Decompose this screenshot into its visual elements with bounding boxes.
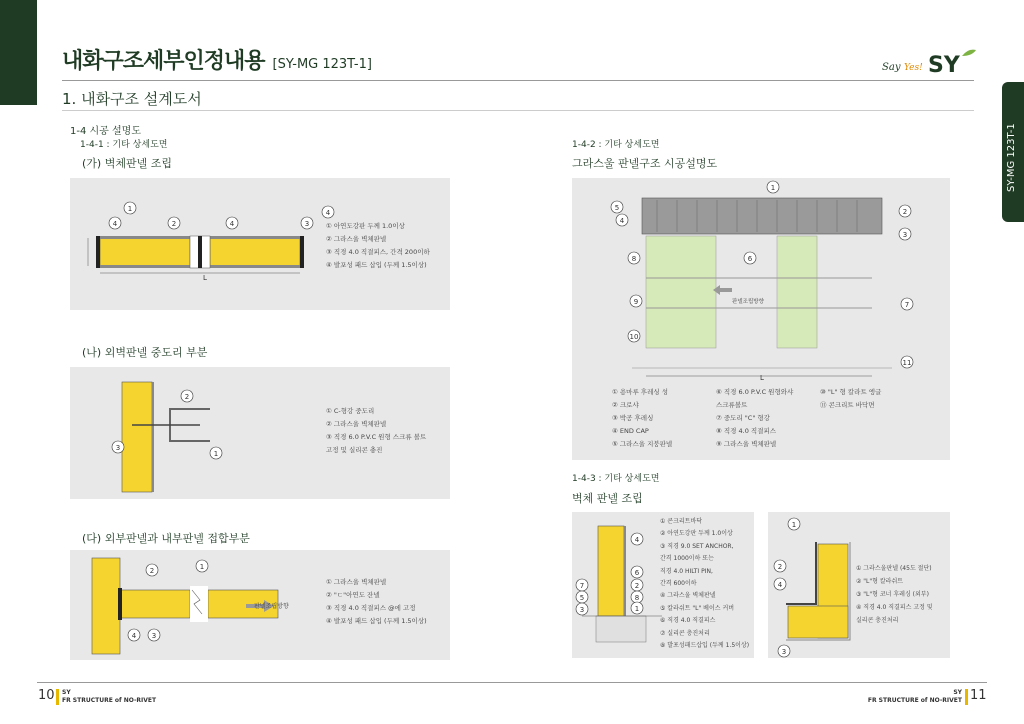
svg-text:8: 8 [634,594,640,602]
svg-text:Yes!: Yes! [904,63,923,73]
svg-text:11: 11 [902,359,912,367]
svg-text:1: 1 [127,205,133,213]
legend-c: ① 그라스울 벽체판넬 ② "ㄷ"아연도 잔넬 ③ 직경 4.0 직결피스 @에 고정 ④ 발포성 패드 삽입 (두께 1.5이상) [326,578,427,625]
caption-a: (가) 벽체판넬 조립 [82,157,172,170]
svg-text:1: 1 [213,450,219,458]
legend-e: ① 콘크리트바닥 ② 아연도강판 두께 1.0이상 ③ 직경 9.0 SET ANCHOR, 간격 1000이하 또는 직경 4.0 HILTI PIN, 간격 600이하 ④ 그라스울 벽체판넬 ⑤ 칼라쉬트 "L" 베이스 커버 ⑥ 직경 4.0 직결피스 ⑦ 실리콘 충진처리 ⑧ 발포성패드삽입 (두께 1.5이상) [660,518,750,650]
svg-text:1: 1 [791,521,797,529]
page-number-left: 10 [38,688,55,703]
legend-d-col3: ⑩ "L" 형 칼라트 엥글 ⑪ 콘크리트 바닥면 [820,388,882,409]
svg-text:7: 7 [904,301,910,309]
footer-accent-right [965,689,968,705]
figure-glasswool-structure [572,178,950,460]
svg-text:1: 1 [770,184,776,192]
arrow-label-d: 판넬조립방향 [732,299,764,305]
svg-text:4: 4 [619,217,625,225]
svg-text:5: 5 [579,594,585,602]
footer-brand-right: SY FR STRUCTURE of NO-RIVET [867,689,962,704]
page-code: [SY-MG 123T-1] [272,57,372,72]
svg-text:SY: SY [928,53,960,78]
svg-text:3: 3 [115,444,121,452]
legend-f: ① 그라스울판넬 (45도 절단) ② "L"형 칼라쉬트 ③ "L"형 코너 후레싱 (외부) ④ 직경 4.0 직결피스 고정 및 실리콘 충진처리 [856,565,933,624]
figure-purlin-section [70,367,450,499]
svg-text:4: 4 [325,209,331,217]
subsection-heading: 1-4 시공 설명도 [70,126,141,137]
svg-text:7: 7 [579,582,585,590]
svg-text:Say: Say [882,62,901,73]
svg-text:3: 3 [304,220,310,228]
detail-heading-right-b: 1-4-3 : 기타 상세도면 [572,474,660,484]
caption-d: 그라스울 판넬구조 시공설명도 [572,157,718,170]
svg-text:3: 3 [151,632,157,640]
svg-text:2: 2 [902,208,908,216]
section-rule [62,110,974,111]
legend-a: ① 아연도강판 두께 1.0이상 ② 그라스울 벽체판넬 ③ 직경 4.0 직결피스, 간격 200이하 ④ 발포성 패드 삽입 (두께 1.5이상) [326,222,430,269]
figure-wall-panel-assembly [70,178,450,310]
svg-text:3: 3 [579,606,585,614]
caption-c: (다) 외부판넬과 내부판넬 접합부분 [82,532,250,545]
corner-block [0,0,37,105]
svg-text:9: 9 [633,298,639,306]
arrow-label-c: 판넬조립방향 [254,603,289,610]
svg-text:2: 2 [149,567,155,575]
svg-text:L: L [203,274,207,282]
svg-text:10: 10 [629,333,639,341]
svg-text:2: 2 [777,563,783,571]
footer-accent-left [56,689,59,705]
svg-text:3: 3 [902,231,908,239]
svg-text:5: 5 [614,204,620,212]
legend-b: ① C-형강 중도리 ② 그라스울 벽체판넬 ③ 직경 6.0 P.V.C 원형 스크류 볼트 고정 및 실리콘 충진 [326,407,427,454]
footer-brand-left: SY FR STRUCTURE of NO-RIVET [62,689,157,704]
svg-text:2: 2 [171,220,177,228]
figure-wall-corner [768,512,950,658]
svg-text:6: 6 [747,255,753,263]
section-heading: 1. 내화구조 설계도서 [62,90,202,108]
svg-text:4: 4 [229,220,235,228]
svg-text:3: 3 [781,648,787,656]
svg-text:6: 6 [634,569,640,577]
legend-d-col2: ⑥ 직경 6.0 P.V.C 원형와샤 스크류볼트 ⑦ 중도리 "C" 형강 ⑧ 직경 4.0 직결피스 ⑨ 그라스울 벽체판넬 [716,388,794,448]
side-tab[interactable]: SY-MG 123T-1 [1002,82,1024,222]
svg-text:8: 8 [631,255,637,263]
svg-text:4: 4 [112,220,118,228]
detail-heading-left: 1-4-1 : 기타 상세도면 [80,140,168,150]
figure-wall-base [572,512,754,658]
svg-text:L: L [760,374,764,382]
header-rule [62,80,974,81]
svg-text:2: 2 [184,393,190,401]
page-number-right: 11 [970,688,987,703]
figure-panel-joint [70,550,450,660]
caption-e: 벽체 판넬 조립 [572,492,643,505]
detail-heading-right-a: 1-4-2 : 기타 상세도면 [572,140,660,150]
svg-text:4: 4 [634,536,640,544]
legend-d-col1: ① 용마루 후레싱 성 ② 크로샤 ③ 박공 후레싱 ④ END CAP ⑤ 그라스울 지붕판넬 [612,388,673,448]
svg-text:1: 1 [199,563,205,571]
footer-rule [37,682,987,683]
svg-text:4: 4 [777,581,783,589]
caption-b: (나) 외벽판넬 중도리 부분 [82,346,208,359]
svg-text:4: 4 [131,632,137,640]
page-title: 내화구조세부인정내용 [SY-MG 123T-1] [62,49,372,74]
svg-text:2: 2 [634,582,640,590]
svg-text:1: 1 [634,605,640,613]
brand-logo [876,44,986,78]
